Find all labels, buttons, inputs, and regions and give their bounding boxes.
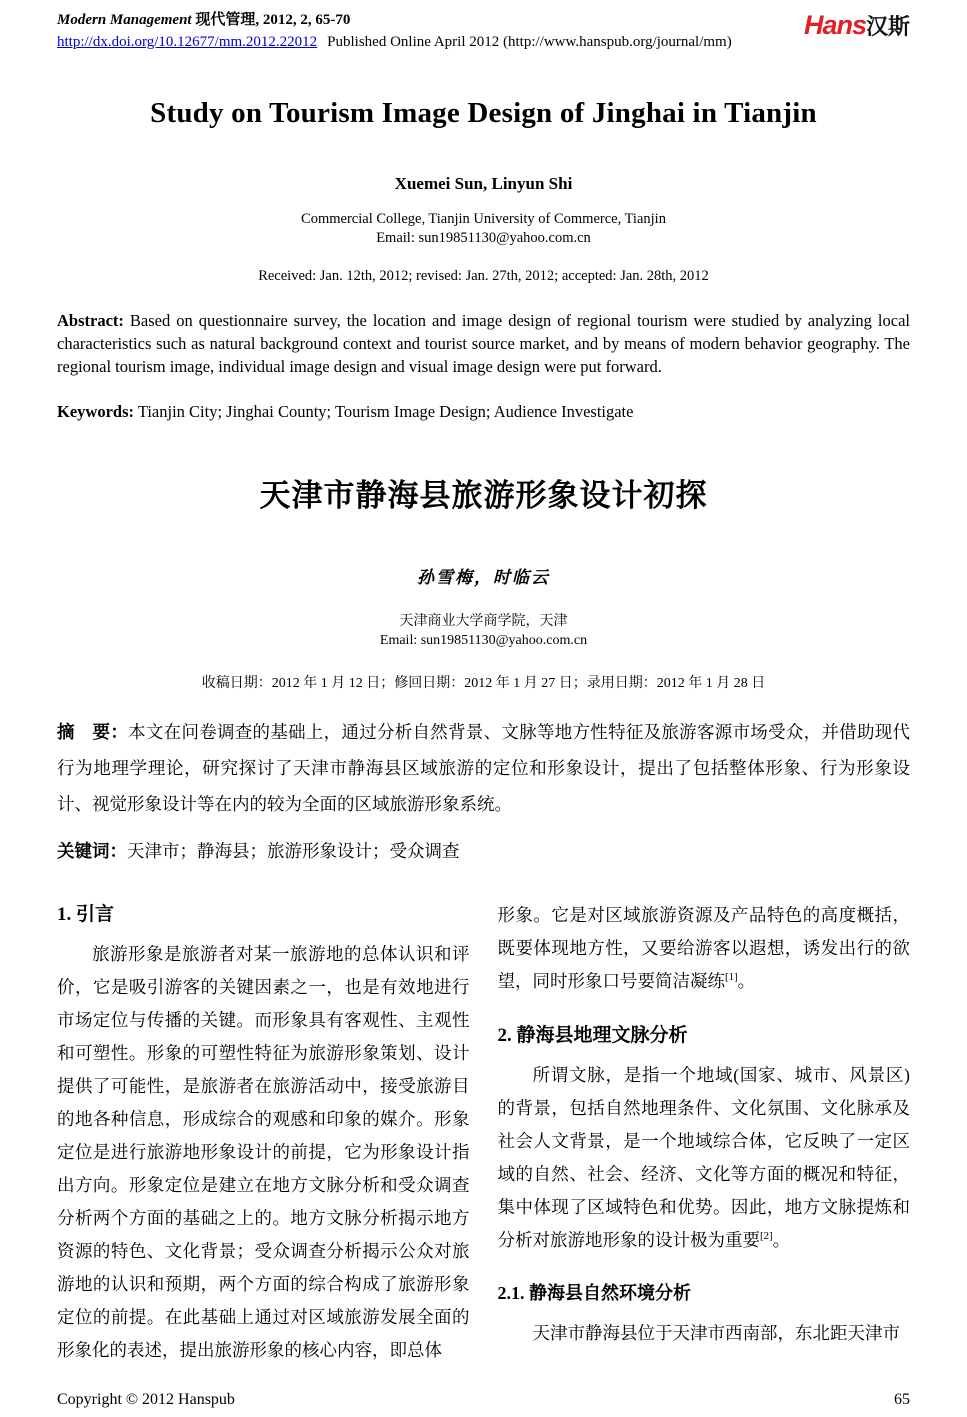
two-column-body [57, 899, 910, 1381]
page-number: 65 [894, 1391, 910, 1408]
reference-1: [1] [725, 971, 738, 984]
keywords-cn [57, 838, 910, 863]
continuation-tail: 。 [737, 971, 756, 991]
paper-title-en: Study on Tourism Image Design of Jinghai in Tianjin [150, 97, 817, 129]
section-2-heading: 2. 静海县地理文脉分析 [497, 1025, 688, 1046]
page-footer [57, 1391, 910, 1409]
section-2-1-paragraph: 天津市静海县位于天津市西南部，东北距天津市 [532, 1323, 900, 1343]
keywords-text-en: Tianjin City; Jinghai County; Tourism Image Design; Audience Investigate [134, 402, 634, 421]
affiliation-cn: 天津商业大学商学院，天津 [399, 614, 568, 629]
authors-cn: 孙雪梅，时临云 [417, 568, 550, 587]
section-2-1-heading: 2.1. 静海县自然环境分析 [497, 1283, 691, 1303]
section-2-text: 所谓文脉，是指一个地域(国家、城市、风景区)的背景，包括自然地理条件、文化氛围、文化脉承及社会人文背景，是一个地域综合体，它反映了一定区域的自然、社会、经济、文化等方面的概况和特征，集中体现了区域特色和优势。因此，地方文脉提炼和分析对旅游地形象的设计极为重要 [497, 1065, 910, 1250]
section-2-tail: 。 [772, 1230, 791, 1250]
hanspub-logo [804, 10, 910, 41]
left-column [57, 899, 470, 1381]
keywords-en [57, 402, 910, 422]
doi-link[interactable]: http://dx.doi.org/10.12677/mm.2012.22012 [57, 34, 318, 50]
continuation-text: 形象。它是对区域旅游资源及产品特色的高度概括，既要体现地方性，又要给游客以遐想，诱发出行的欲望，同时形象口号要简洁凝练 [497, 905, 910, 991]
paper-title-cn: 天津市静海县旅游形象设计初探 [259, 478, 708, 513]
section-2-paragraph [498, 1059, 911, 1257]
abstract-en [57, 309, 910, 378]
abstract-label-cn: 摘 要： [57, 722, 129, 742]
abstract-text-en: Based on questionnaire survey, the location and image design of regional tourism were studied by analyzing local characteristics such as natural background context and tourist source market, and by means of modern behavior geography. The regional tourism image, individual image design and visual image design were put forward. [57, 311, 910, 376]
keywords-label-en: Keywords: [57, 402, 134, 421]
logo-cn-text: 汉斯 [865, 14, 910, 39]
email-cn: Email: sun19851130@yahoo.com.cn [379, 633, 588, 648]
section-1-heading: 1. 引言 [57, 904, 115, 925]
abstract-text-cn: 本文在问卷调查的基础上，通过分析自然背景、文脉等地方性特征及旅游客源市场受众，并借助现代行为地理学理论，研究探讨了天津市静海县区域旅游的定位和形象设计，提出了包括整体形象、行为形象设计、视觉形象设计等在内的较为全面的区域旅游形象系统。 [57, 722, 910, 814]
received-dates-cn: 收稿日期：2012 年 1 月 12 日；修回日期：2012 年 1 月 27 日；录用日期：2012 年 1 月 28 日 [201, 676, 766, 691]
copyright-text: Copyright © 2012 Hanspub [57, 1391, 235, 1408]
continuation-paragraph [498, 899, 911, 998]
journal-name: Modern Management [57, 12, 192, 28]
email-en: Email: sun19851130@yahoo.com.cn [376, 230, 591, 246]
journal-info [57, 8, 732, 51]
abstract-cn [57, 714, 910, 822]
header [57, 8, 910, 51]
abstract-label-en: Abstract: [57, 311, 124, 330]
doi-line [57, 34, 732, 51]
received-dates-en: Received: Jan. 12th, 2012; revised: Jan. 27th, 2012; accepted: Jan. 28th, 2012 [258, 268, 709, 284]
logo-hans-icon: Hans [803, 10, 866, 40]
journal-title-line [57, 8, 732, 29]
keywords-label-cn: 关键词： [57, 841, 127, 861]
published-info: Published Online April 2012 (http://www.hanspub.org/journal/mm) [327, 34, 732, 50]
journal-issue: 现代管理, 2012, 2, 65-70 [191, 12, 351, 28]
reference-2: [2] [760, 1230, 773, 1243]
section-1-paragraph: 旅游形象是旅游者对某一旅游地的总体认识和评价，它是吸引游客的关键因素之一，也是有效地进行市场定位与传播的关键。而形象具有客观性、主观性和可塑性。形象的可塑性特征为旅游形象策划、设计提供了可能性，是旅游者在旅游活动中，接受旅游目的地各种信息，形成综合的观感和印象的媒介。形象定位是进行旅游地形象设计的前提，它为形象设计指出方向。形象定位是建立在地方文脉分析和受众调查分析两个方面的基础之上的。地方文脉分析揭示地方资源的特色、文化背景；受众调查分析揭示公众对旅游地的认识和预期，两个方面的综合构成了旅游形象定位的前提。在此基础上通过对区域旅游发展全面的形象化的表述，提出旅游形象的核心内容，即总体 [57, 944, 470, 1360]
keywords-text-cn: 天津市；静海县；旅游形象设计；受众调查 [127, 841, 460, 861]
authors-en: Xuemei Sun, Linyun Shi [394, 174, 573, 193]
affiliation-en: Commercial College, Tianjin University of Commerce, Tianjin [301, 211, 666, 227]
right-column [498, 899, 911, 1381]
